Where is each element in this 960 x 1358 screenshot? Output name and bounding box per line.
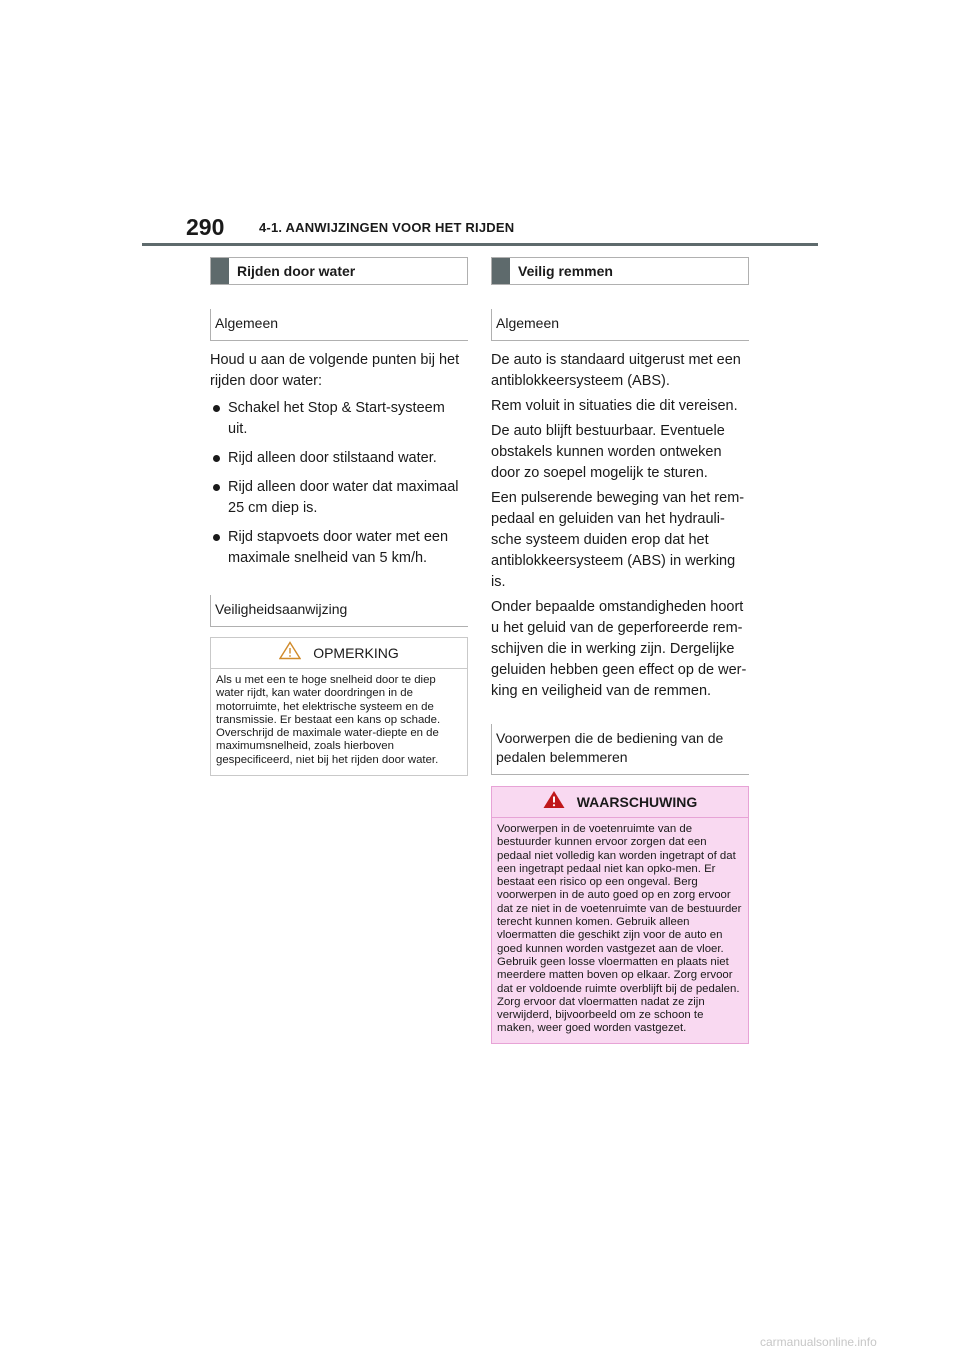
paragraph: De auto blijft bestuurbaar. Eventuele obstakels kunnen worden ontweken door zo soepel mogelijk te sturen. bbox=[491, 423, 725, 481]
subheading-safety: Veiligheidsaanwijzing bbox=[210, 595, 468, 627]
section-header-bar bbox=[492, 258, 510, 284]
notice-box bbox=[210, 637, 468, 776]
section-header-water bbox=[210, 257, 468, 285]
list-item: Rijd alleen door stilstaand water. bbox=[210, 448, 468, 469]
subheading-general: Algemeen bbox=[491, 309, 749, 341]
notice-label: OPMERKING bbox=[313, 645, 399, 661]
paragraph: Een pulserende beweging van het rem-pedaal en geluiden van het hydrauli-sche systeem duiden erop dat het antiblokkeersysteem (ABS) in werking is. bbox=[491, 490, 745, 590]
section-title: Veilig remmen bbox=[518, 263, 613, 279]
page-number: 290 bbox=[186, 214, 225, 240]
header-rule bbox=[142, 243, 818, 246]
warning-header bbox=[492, 787, 748, 818]
warning-box bbox=[491, 786, 749, 1044]
chapter-title: 4-1. AANWIJZINGEN VOOR HET RIJDEN bbox=[259, 220, 515, 235]
watermark: carmanualsonline.info bbox=[760, 1335, 877, 1349]
warning-filled-icon bbox=[543, 790, 565, 814]
section-header-braking bbox=[491, 257, 749, 285]
intro-paragraph: Houd u aan de volgende punten bij het rijden door water: bbox=[210, 352, 460, 389]
paragraph: Onder bepaalde omstandigheden hoort u het geluid van de geperforeerde rem-schijven die in werking zijn. Dergelijke geluiden hebben geen effect op de wer-king en veiligheid van de remmen. bbox=[491, 599, 747, 699]
list-item: Rijd stapvoets door water met een maximale snelheid van 5 km/h. bbox=[210, 527, 468, 569]
warning-label: WAARSCHUWING bbox=[576, 794, 698, 810]
paragraph: Rem voluit in situaties die dit vereisen. bbox=[491, 398, 738, 414]
section-header-bar bbox=[211, 258, 229, 284]
section-title: Rijden door water bbox=[237, 263, 356, 279]
list-item: Schakel het Stop & Start-systeem uit. bbox=[210, 398, 468, 440]
list-item: Rijd alleen door water dat maximaal 25 cm diep is. bbox=[210, 477, 468, 519]
subheading-general: Algemeen bbox=[210, 309, 468, 341]
left-column bbox=[210, 257, 468, 776]
subheading-pedals: Voorwerpen die de bediening van de pedalen belemmeren bbox=[491, 724, 749, 775]
notice-header bbox=[211, 638, 467, 669]
bullet-list bbox=[210, 398, 468, 569]
right-column bbox=[491, 257, 749, 1044]
notice-text: Als u met een te hoge snelheid door te diep water rijdt, kan water doordringen in de motorruimte, het elektrische systeem en de transmissie. Er bestaat een kans op schade. Overschrijd de maximale water-diepte en de maximumsnelheid, zoals hierboven gespecificeerd, niet bij het rijden door water. bbox=[216, 674, 441, 766]
warning-text: Voorwerpen in de voetenruimte van de bestuurder kunnen ervoor zorgen dat een pedaal niet volledig kan worden ingetrapt of dat een ingetrapt pedaal niet kan opko-men. Er bestaat een risico op een ongeval. Berg voorwerpen in de auto goed op en zorg ervoor dat ze niet in de voetenruimte van de bestuurder terecht kunnen komen. Gebruik alleen vloermatten die geschikt zijn voor de auto en goed kunnen worden vastgezet aan de vloer. Gebruik geen losse vloermatten en plaats niet meerdere matten boven op elkaar. Zorg ervoor dat er voldoende ruimte overblijft bij de pedalen. Zorg ervoor dat vloermatten nadat ze zijn verwijderd, bijvoorbeeld om ze schoon te maken, weer goed worden vastgezet. bbox=[497, 823, 742, 1035]
caution-outline-icon bbox=[279, 641, 301, 665]
paragraph: De auto is standaard uitgerust met een antiblokkeersysteem (ABS). bbox=[491, 352, 741, 389]
